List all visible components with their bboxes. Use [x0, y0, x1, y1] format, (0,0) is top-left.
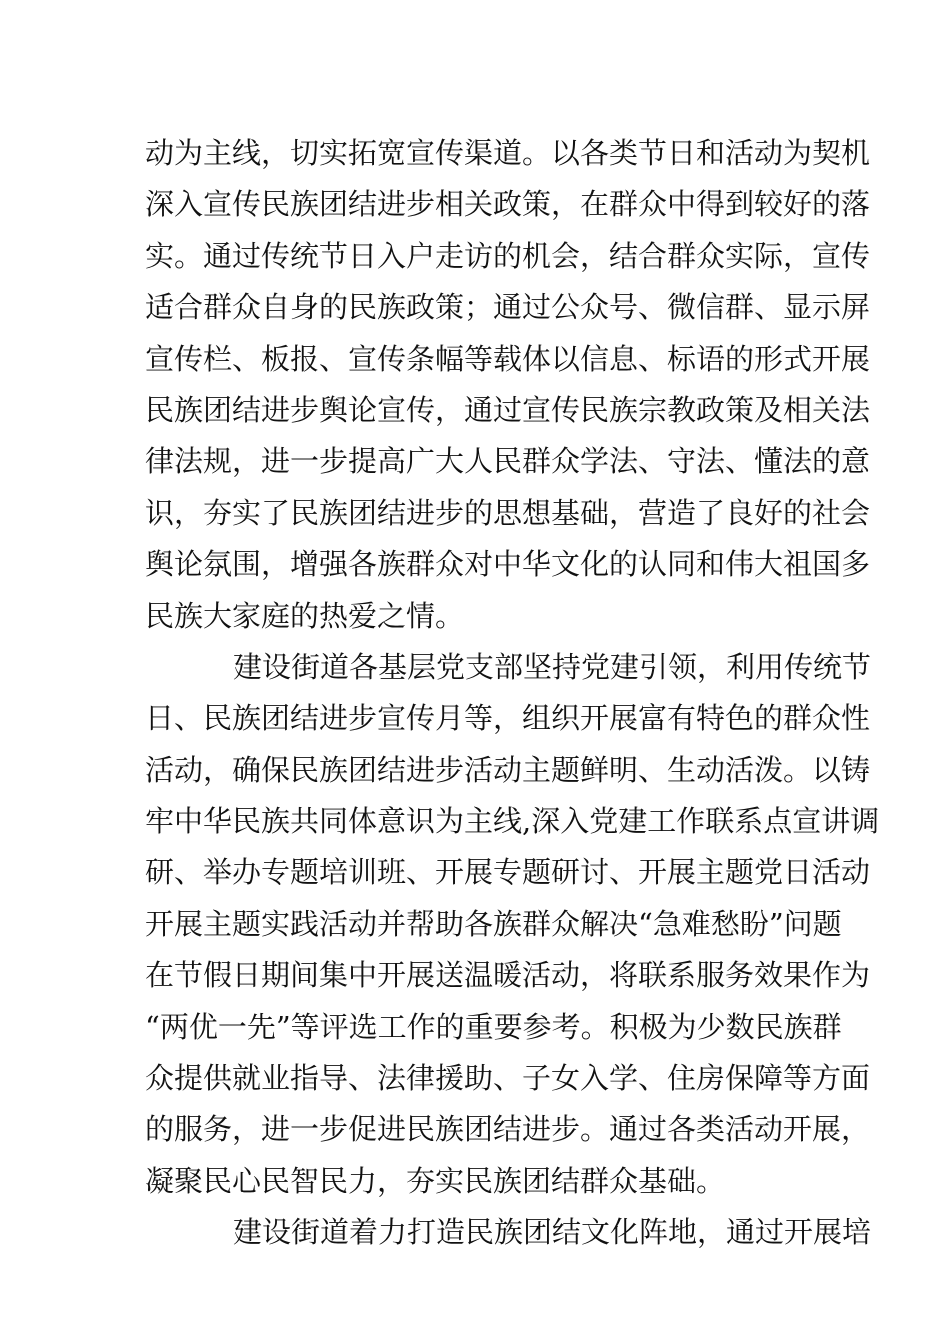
- text-line: 实。通过传统节日入户走访的机会，结合群众实际，宣传: [145, 238, 871, 273]
- paragraph-2: [145, 642, 880, 1207]
- text-line: 在节假日期间集中开展送温暖活动，将联系服务效果作为: [145, 958, 871, 993]
- text-line: 识，夯实了民族团结进步的思想基础，营造了良好的社会: [145, 495, 871, 530]
- text-line: 牢中华民族共同体意识为主线,深入党建工作联系点宣讲调: [145, 804, 880, 839]
- text-line: 适合群众自身的民族政策；通过公众号、微信群、显示屏: [145, 290, 871, 325]
- document-body: [145, 128, 880, 1259]
- text-line: 舆论氛围，增强各族群众对中华文化的认同和伟大祖国多: [145, 547, 871, 582]
- paragraph-1: [145, 128, 871, 642]
- text-line: 深入宣传民族团结进步相关政策，在群众中得到较好的落: [145, 187, 871, 222]
- text-line: 凝聚民心民智民力，夯实民族团结群众基础。: [145, 1163, 726, 1198]
- text-line: 研、举办专题培训班、开展专题研讨、开展主题党日活动: [145, 855, 871, 890]
- text-line: 建设街道着力打造民族团结文化阵地，通过开展培: [233, 1215, 872, 1250]
- text-line: 众提供就业指导、法律援助、子女入学、住房保障等方面: [145, 1061, 871, 1096]
- text-line: 律法规，进一步提高广大人民群众学法、守法、懂法的意: [145, 444, 871, 479]
- text-line: 开展主题实践活动并帮助各族群众解决“急难愁盼”问题: [145, 906, 842, 941]
- text-line: 日、民族团结进步宣传月等，组织开展富有特色的群众性: [145, 701, 871, 736]
- text-line: 民族团结进步舆论宣传，通过宣传民族宗教政策及相关法: [145, 392, 871, 427]
- text-line: 宣传栏、板报、宣传条幅等载体以信息、标语的形式开展: [145, 341, 871, 376]
- text-line: 的服务，进一步促进民族团结进步。通过各类活动开展，: [145, 1112, 871, 1147]
- text-line: 活动，确保民族团结进步活动主题鲜明、生动活泼。以铸: [145, 752, 871, 787]
- text-line: 动为主线，切实拓宽宣传渠道。以各类节日和活动为契机: [145, 136, 871, 170]
- text-line: 建设街道各基层党支部坚持党建引领，利用传统节: [233, 649, 872, 684]
- text-line: “两优一先”等评选工作的重要参考。积极为少数民族群: [145, 1009, 842, 1044]
- text-line: 民族大家庭的热爱之情。: [145, 598, 465, 633]
- paragraph-3: [145, 1207, 872, 1258]
